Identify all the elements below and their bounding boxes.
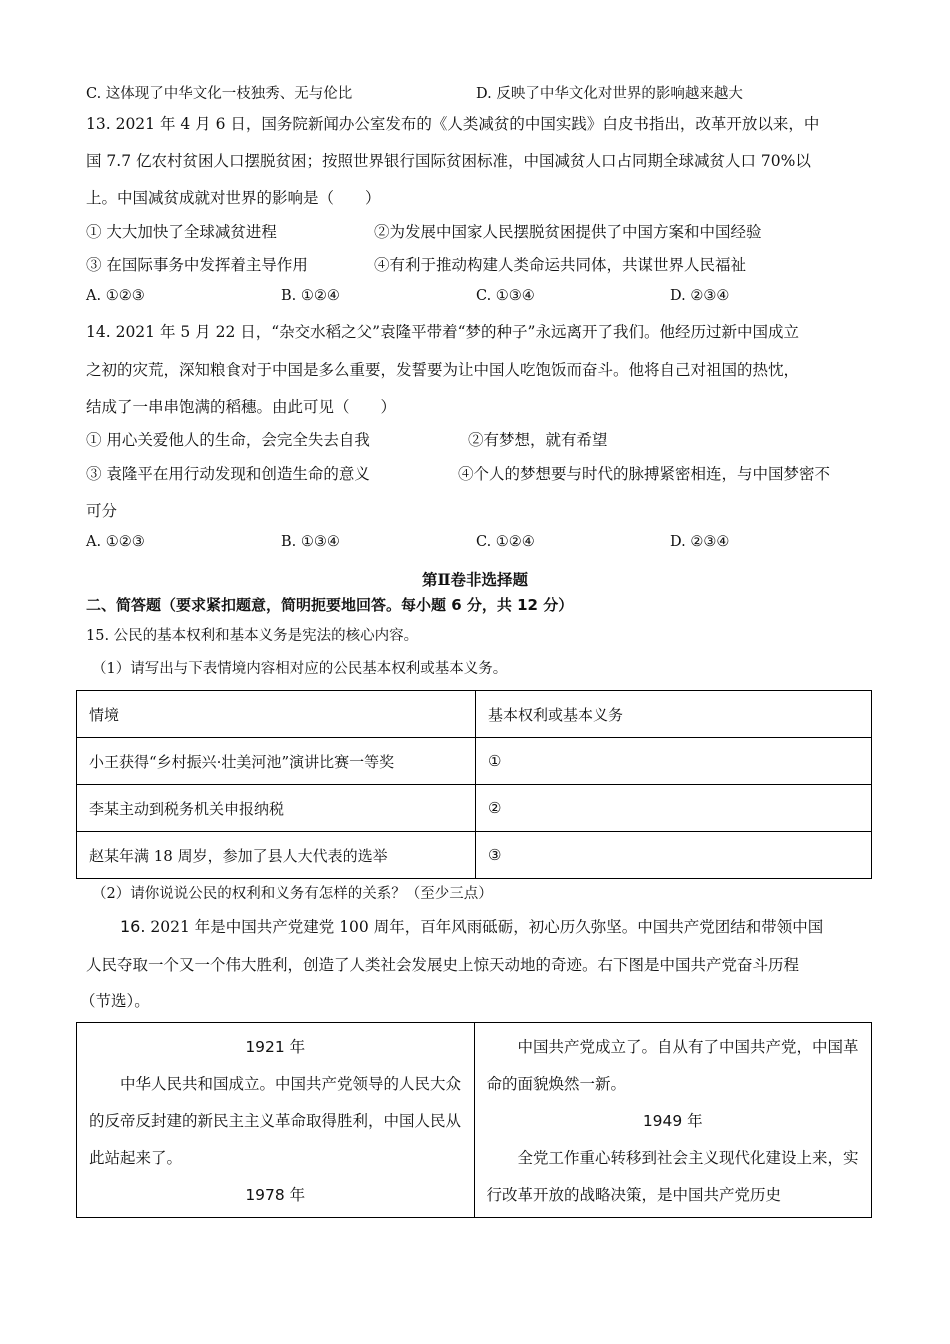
table-cell: ② bbox=[476, 785, 872, 832]
q16-stem-line2: 人民夺取一个又一个伟大胜利，创造了人类社会发展史上惊天动地的奇迹。右下图是中国共产党奋斗历程 bbox=[86, 956, 800, 974]
q15-stem: 15. 公民的基本权利和基本义务是宪法的核心内容。 bbox=[86, 628, 419, 644]
q14-statement-4-cont: 可分 bbox=[86, 502, 118, 520]
q14-stem-line2: 之初的灾荒，深知粮食对于中国是多么重要，发誓要为让中国人吃饱饭而奋斗。他将自己对祖国的热忱， bbox=[86, 361, 800, 379]
q15-sub1: （1）请写出与下表情境内容相对应的公民基本权利或基本义务。 bbox=[92, 661, 508, 677]
table-row bbox=[77, 738, 872, 785]
table-header-scenario: 情境 bbox=[77, 691, 476, 738]
q13-option-a: A. ①②③ bbox=[86, 288, 145, 304]
table-cell: ③ bbox=[476, 832, 872, 879]
timeline-year-1949: 1949 年 bbox=[642, 1112, 703, 1130]
table-cell: ① bbox=[476, 738, 872, 785]
q14-stem-line3: 结成了一串串饱满的稻穗。由此可见（ ） bbox=[86, 398, 397, 416]
q16-number: 16. bbox=[120, 917, 146, 936]
q14-option-a: A. ①②③ bbox=[86, 534, 145, 550]
q13-option-c: C. ①③④ bbox=[476, 288, 535, 304]
q13-option-b: B. ①②④ bbox=[281, 288, 340, 304]
q13-option-d: D. ②③④ bbox=[670, 288, 730, 304]
part2-title: 第Ⅱ卷非选择题 bbox=[421, 570, 529, 589]
q14-stem-line1: 14. 2021 年 5 月 22 日，“杂交水稻之父”袁隆平带着“梦的种子”永远离开了我们。他经历过新中国成立 bbox=[86, 323, 799, 341]
section-heading: 二、简答题（要求紧扣题意，简明扼要地回答。每小题 6 分，共 12 分） bbox=[86, 596, 574, 614]
q14-statement-2: ②有梦想，就有希望 bbox=[468, 431, 608, 449]
timeline-right-text-2: 全党工作重心转移到社会主义现代化建设上来，实行改革开放的战略决策，是中国共产党历史 bbox=[486, 1149, 859, 1204]
table-cell: 赵某年满 18 周岁，参加了县人大代表的选举 bbox=[77, 832, 476, 879]
q14-option-b: B. ①③④ bbox=[281, 534, 340, 550]
q16-stem-line1-text: 2021 年是中国共产党建党 100 周年，百年风雨砥砺，初心历久弥坚。中国共产党团结和带领中国 bbox=[150, 918, 824, 936]
q12-option-c: C. 这体现了中华文化一枝独秀、无与伦比 bbox=[86, 86, 353, 102]
timeline-year-1978: 1978 年 bbox=[245, 1186, 306, 1204]
q15-table bbox=[76, 690, 872, 879]
timeline-left-cell bbox=[77, 1023, 475, 1218]
table-cell: 李某主动到税务机关申报纳税 bbox=[77, 785, 476, 832]
q13-statement-3: ③ 在国际事务中发挥着主导作用 bbox=[86, 256, 308, 274]
q13-stem-line2: 国 7.7 亿农村贫困人口摆脱贫困；按照世界银行国际贫困标准，中国减贫人口占同期全球减贫人口 70%以 bbox=[86, 152, 811, 170]
q15-sub2: （2）请你说说公民的权利和义务有怎样的关系？（至少三点） bbox=[92, 886, 493, 902]
q14-statement-4: ④个人的梦想要与时代的脉搏紧密相连，与中国梦密不 bbox=[458, 465, 831, 483]
q14-statement-1: ① 用心关爱他人的生命，会完全失去自我 bbox=[86, 431, 370, 449]
table-row bbox=[77, 785, 872, 832]
q13-statement-4: ④有利于推动构建人类命运共同体，共谋世界人民福祉 bbox=[374, 256, 747, 274]
timeline-year-1921: 1921 年 bbox=[245, 1038, 306, 1056]
q14-option-c: C. ①②④ bbox=[476, 534, 535, 550]
timeline-right-text-1: 中国共产党成立了。自从有了中国共产党，中国革命的面貌焕然一新。 bbox=[486, 1038, 859, 1093]
q13-stem-line1: 13. 2021 年 4 月 6 日，国务院新闻办公室发布的《人类减贫的中国实践》白皮书指出，改革开放以来，中 bbox=[86, 115, 820, 133]
table-row bbox=[77, 832, 872, 879]
table-cell: 小王获得“乡村振兴·壮美河池”演讲比赛一等奖 bbox=[77, 738, 476, 785]
q16-stem-line3: （节选）。 bbox=[80, 992, 150, 1010]
q13-statement-2: ②为发展中国家人民摆脱贫困提供了中国方案和中国经验 bbox=[374, 223, 762, 241]
q13-statement-1: ① 大大加快了全球减贫进程 bbox=[86, 223, 277, 241]
q13-stem-line3: 上。中国减贫成就对世界的影响是（ ） bbox=[86, 189, 381, 207]
q16-stem-line1 bbox=[120, 917, 823, 937]
q12-option-d: D. 反映了中华文化对世界的影响越来越大 bbox=[476, 86, 743, 102]
q14-option-d: D. ②③④ bbox=[670, 534, 730, 550]
table-header-row bbox=[77, 691, 872, 738]
timeline-left-text: 中华人民共和国成立。中国共产党领导的人民大众的反帝反封建的新民主主义革命取得胜利，中国人民从此站起来了。 bbox=[89, 1075, 462, 1167]
table-header-right: 基本权利或基本义务 bbox=[476, 691, 872, 738]
q14-statement-3: ③ 袁隆平在用行动发现和创造生命的意义 bbox=[86, 465, 370, 483]
timeline-right-cell bbox=[474, 1023, 872, 1218]
q16-timeline-table bbox=[76, 1022, 872, 1218]
